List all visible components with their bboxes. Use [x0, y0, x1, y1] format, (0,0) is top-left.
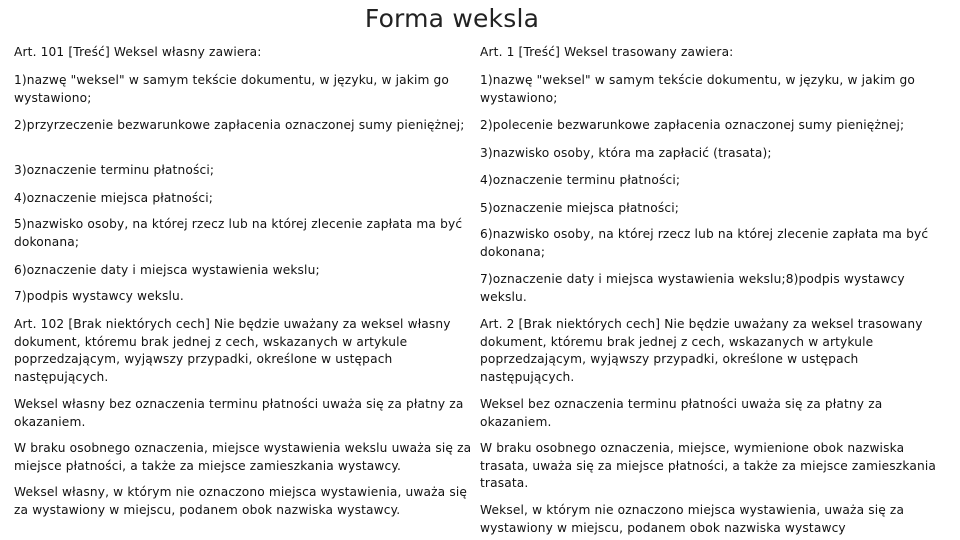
- left-heading: Art. 101 [Treść] Weksel własny zawiera:: [14, 45, 262, 59]
- left-item-7: 7)podpis wystawcy wekslu.: [14, 289, 184, 303]
- left-art-missing: Art. 102 [Brak niektórych cech] Nie będzie uważany za weksel własny dokument, któremu brak jednej z cech, wskazanych w artykule poprzedzającym, wyjąwszy przypadki, określone w ustępach następujących.: [14, 317, 451, 384]
- left-item-3: 3)oznaczenie terminu płatności;: [14, 163, 215, 177]
- right-art-missing: Art. 2 [Brak niektórych cech] Nie będzie uważany za weksel trasowany dokument, któremu brak jednej z cech, wskazanych w artykule poprzedzającym, wyjąwszy przypadki, określone w ustępach następujących.: [480, 317, 923, 384]
- right-no-term: Weksel bez oznaczenia terminu płatności uważa się za płatny za okazaniem.: [480, 397, 883, 429]
- right-heading: Art. 1 [Treść] Weksel trasowany zawiera:: [480, 45, 734, 59]
- left-item-5: 5)nazwisko osoby, na której rzecz lub na której zlecenie zapłata ma być dokonana;: [14, 217, 463, 249]
- left-item-6: 6)oznaczenie daty i miejsca wystawienia wekslu;: [14, 263, 320, 277]
- right-item-7: 7)oznaczenie daty i miejsca wystawienia wekslu;8)podpis wystawcy wekslu.: [480, 272, 905, 304]
- left-item-1: 1)nazwę "weksel" w samym tekście dokumentu, w języku, w jakim go wystawiono;: [14, 73, 450, 105]
- left-item-4: 4)oznaczenie miejsca płatności;: [14, 191, 213, 205]
- left-item-2: 2)przyrzeczenie bezwarunkowe zapłacenia oznaczonej sumy pieniężnej;: [14, 118, 465, 132]
- left-no-place: W braku osobnego oznaczenia, miejsce wystawienia wekslu uważa się za miejsce płatności, a także za miejsce zamieszkania wystawcy.: [14, 441, 472, 473]
- right-no-place: W braku osobnego oznaczenia, miejsce, wymienione obok nazwiska trasata, uważa się za miejsce płatności, a także za miejsce zamieszkania trasata.: [480, 441, 936, 490]
- left-no-term: Weksel własny bez oznaczenia terminu płatności uważa się za płatny za okazaniem.: [14, 397, 464, 429]
- right-item-6: 6)nazwisko osoby, na której rzecz lub na której zlecenie zapłata ma być dokonana;: [480, 227, 929, 259]
- page-title: Forma weksla: [364, 4, 540, 33]
- right-item-4: 4)oznaczenie terminu płatności;: [480, 173, 681, 187]
- right-item-5: 5)oznaczenie miejsca płatności;: [480, 201, 679, 215]
- right-item-3: 3)nazwisko osoby, która ma zapłacić (trasata);: [480, 146, 772, 160]
- right-no-issue-place: Weksel, w którym nie oznaczono miejsca wystawienia, uważa się za wystawiony w miejscu, podanem obok nazwiska wystawcy: [480, 503, 905, 535]
- left-no-issue-place: Weksel własny, w którym nie oznaczono miejsca wystawienia, uważa się za wystawiony w miejscu, podanem obok nazwiska wystawcy.: [14, 485, 468, 517]
- right-item-2: 2)polecenie bezwarunkowe zapłacenia oznaczonej sumy pieniężnej;: [480, 118, 905, 132]
- right-item-1: 1)nazwę "weksel" w samym tekście dokumentu, w języku, w jakim go wystawiono;: [480, 73, 916, 105]
